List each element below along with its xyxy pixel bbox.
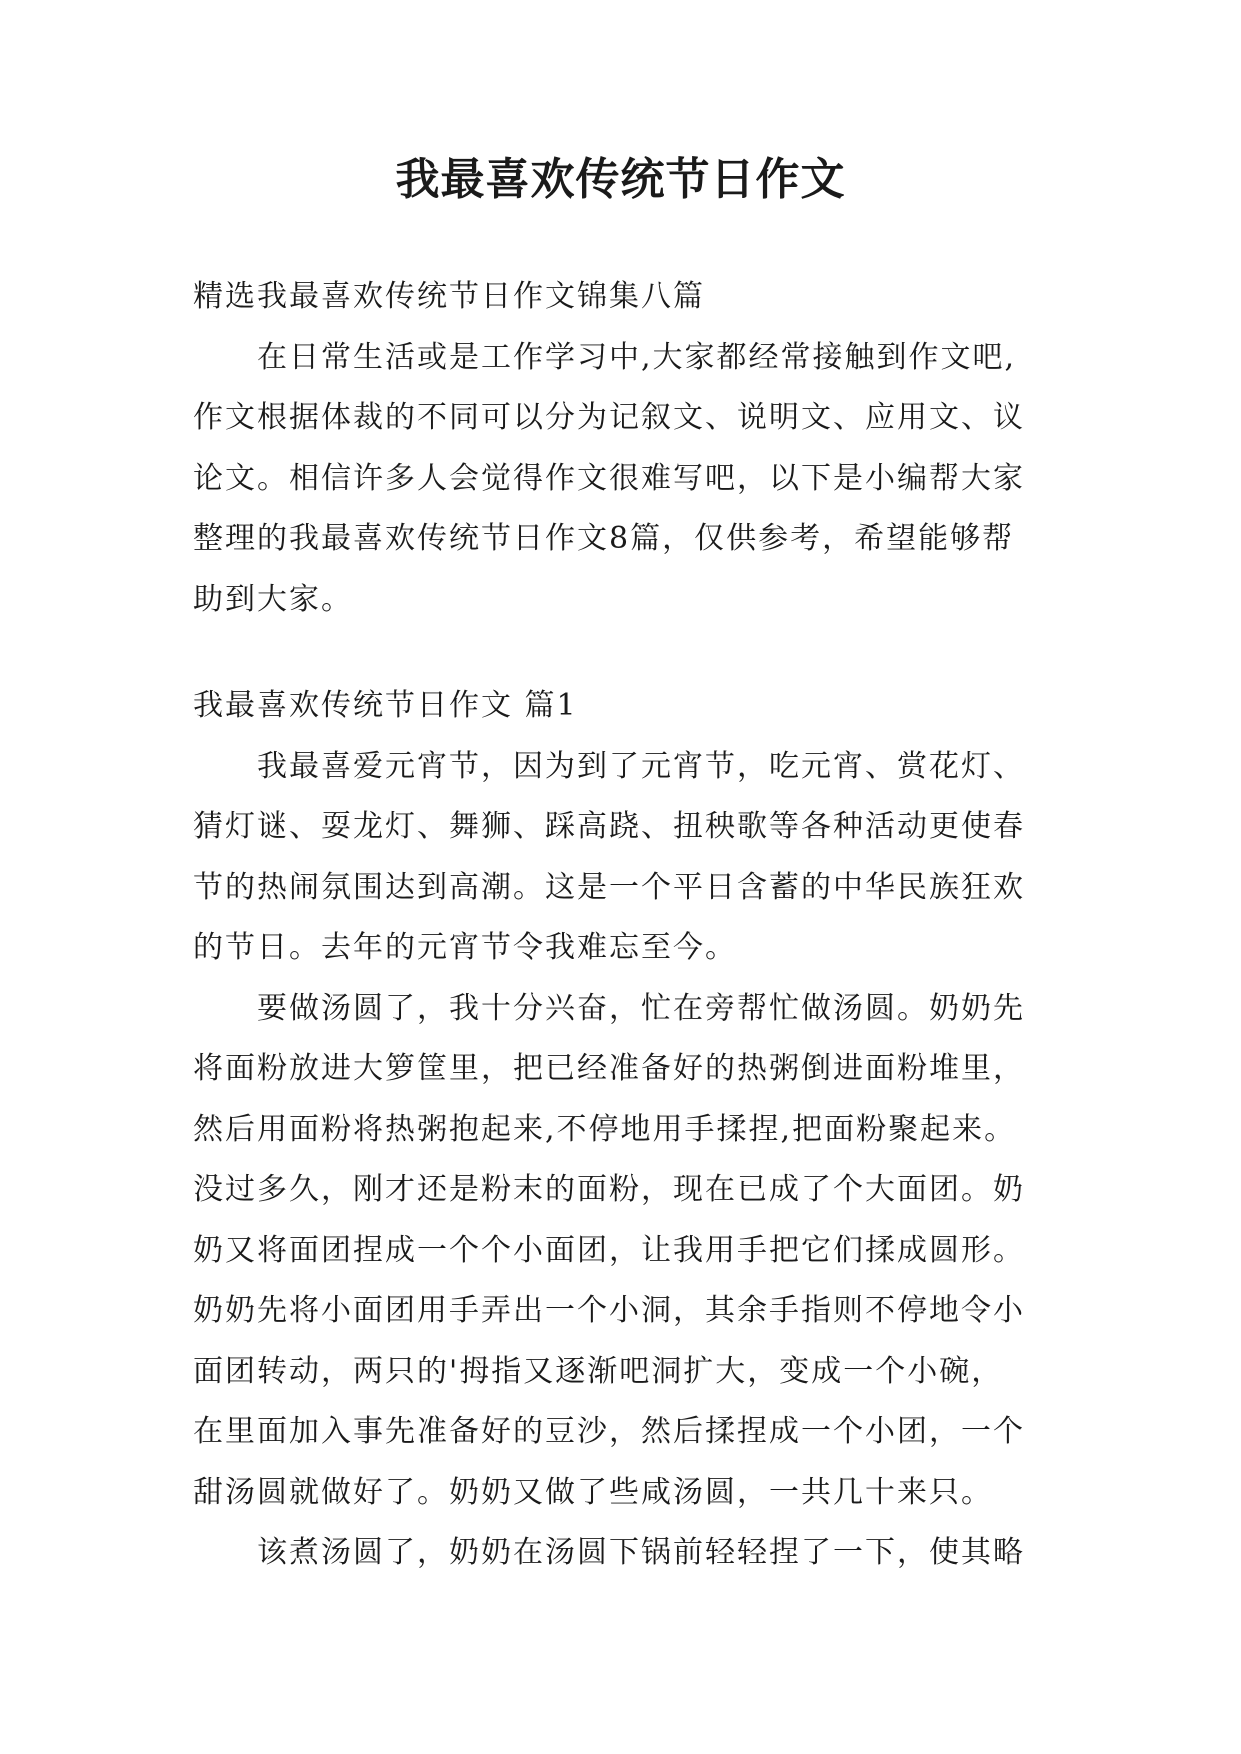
paragraph-line: 然后用面粉将热粥抱起来,不停地用手揉捏,把面粉聚起来。: [193, 1111, 1017, 1147]
intro-paragraph: [193, 328, 1063, 631]
document-title: 我最喜欢传统节日作文: [395, 154, 846, 205]
document-body: [193, 267, 1063, 1584]
section-heading: 我最喜欢传统节日作文 篇1: [193, 688, 578, 723]
section-spacer: [193, 630, 1063, 676]
paragraph-line: 奶奶先将小面团用手弄出一个小洞，其余手指则不停地令小: [193, 1293, 1025, 1328]
intro-line: 作文根据体裁的不同可以分为记叙文、说明文、应用文、议: [193, 400, 1025, 435]
paragraph-line: 我最喜爱元宵节，因为到了元宵节，吃元宵、赏花灯、: [257, 748, 1025, 784]
intro-line: 论文。相信许多人会觉得作文很难写吧，以下是小编帮大家: [193, 460, 1025, 496]
essay-paragraph-1: [193, 737, 1063, 979]
paragraph-line: 要做汤圆了，我十分兴奋，忙在旁帮忙做汤圆。奶奶先: [257, 990, 1025, 1026]
essay-paragraph-3: [193, 1523, 1063, 1584]
intro-line: 助到大家。: [193, 581, 353, 617]
paragraph-line: 奶又将面团捏成一个个小面团，让我用手把它们揉成圆形。: [193, 1232, 1025, 1268]
paragraph-line: 甜汤圆就做好了。奶奶又做了些咸汤圆，一共几十来只。: [193, 1474, 993, 1510]
paragraph-line: 面团转动，两只的'拇指又逐渐吧洞扩大，变成一个小碗，: [193, 1353, 1004, 1389]
subtitle: 精选我最喜欢传统节日作文锦集八篇: [193, 279, 705, 314]
intro-line: 在日常生活或是工作学习中,大家都经常接触到作文吧,: [257, 339, 1017, 375]
paragraph-line: 没过多久，刚才还是粉末的面粉，现在已成了个大面团。奶: [193, 1172, 1025, 1207]
paragraph-line: 的节日。去年的元宵节令我难忘至今。: [193, 930, 737, 965]
paragraph-line: 猜灯谜、耍龙灯、舞狮、踩高跷、扭秧歌等各种活动更使春: [193, 809, 1025, 844]
intro-line: 整理的我最喜欢传统节日作文8篇，仅供参考，希望能够帮: [193, 521, 1015, 556]
paragraph-line: 节的热闹氛围达到高潮。这是一个平日含蓄的中华民族狂欢: [193, 869, 1025, 905]
paragraph-line: 将面粉放进大箩筐里，把已经准备好的热粥倒进面粉堆里，: [193, 1051, 1025, 1086]
paragraph-line: 该煮汤圆了，奶奶在汤圆下锅前轻轻捏了一下，使其略: [257, 1535, 1025, 1570]
paragraph-line: 在里面加入事先准备好的豆沙，然后揉捏成一个小团，一个: [193, 1414, 1025, 1449]
essay-paragraph-2: [193, 979, 1063, 1524]
